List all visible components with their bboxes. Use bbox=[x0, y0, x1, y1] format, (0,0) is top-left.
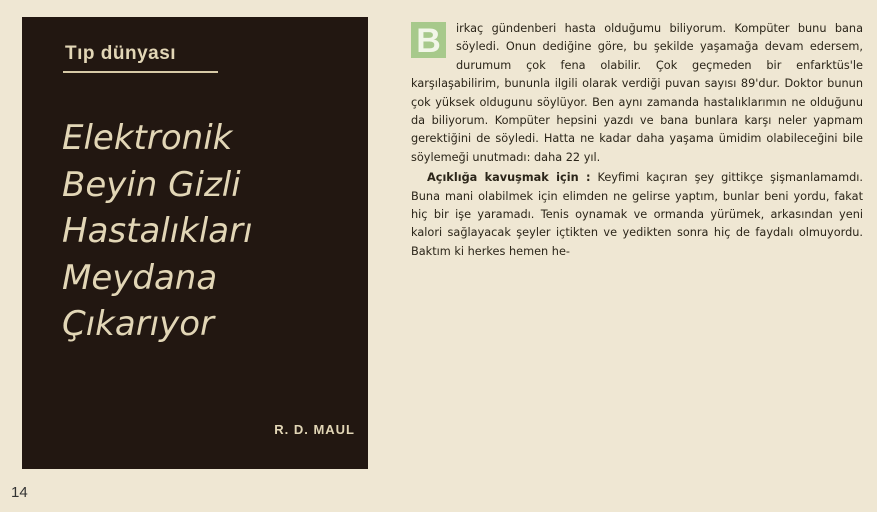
headline-line: Beyin Gizli bbox=[62, 164, 241, 205]
article-body bbox=[411, 20, 863, 261]
headline-line: Çıkarıyor bbox=[62, 304, 215, 344]
author-byline: R. D. MAUL bbox=[274, 422, 355, 437]
paragraph-lead: Açıklığa kavuşmak için : bbox=[427, 171, 591, 185]
paragraph-text: irkaç gündenberi hasta olduğumu biliyorum. Kompüter bunu bana söyledi. Onun dediğine göre, bu şekilde yaşamağa devam edersem, durumum çok fena olabilir. Çok geçmeden bir enfarktüs'le karşılaşabilirim, bununla ilgili olarak verdiği puvan sayısı 89'dur. Doktor bunun çok yüksek oldugunu söylüyor. Ben aynı zamanda hastalıklarımın ne olduğunu da biliyorum. Kompüter hepsini yazdı ve bana bunlara karşı neler yapmam gerektiğini de söyledi. Hatta ne kadar daha yaşama ümidim olabileceğini bile söylemeği unutmadı: daha 22 yıl. bbox=[411, 22, 863, 164]
section-underline bbox=[63, 71, 218, 73]
article-paragraph bbox=[411, 169, 863, 261]
section-label: Tıp dünyası bbox=[65, 43, 177, 64]
headline-line: Meydana bbox=[62, 257, 218, 298]
headline-line: Hastalıkları bbox=[62, 211, 253, 251]
headline bbox=[62, 115, 362, 348]
paragraph-text: Keyfimi kaçıran şey gittikçe şişmanlamamdı. Buna mani olabilmek için elimden ne gelirse yaptım, bunlar beni yordu, fakat hiç bir işe yaramadı. Tenis oynamak ve ormanda yürümek, arkasından yeni kalori sağlayacak şeyler içtikten ve yedikten sonra hiç de faydalı olmuyordu. Baktım ki herkes hemen he- bbox=[411, 171, 863, 258]
article-paragraph bbox=[411, 20, 863, 167]
page-number: 14 bbox=[11, 484, 28, 501]
title-box bbox=[22, 17, 368, 469]
drop-cap: B bbox=[411, 22, 446, 58]
headline-line: Elektronik bbox=[62, 118, 233, 158]
